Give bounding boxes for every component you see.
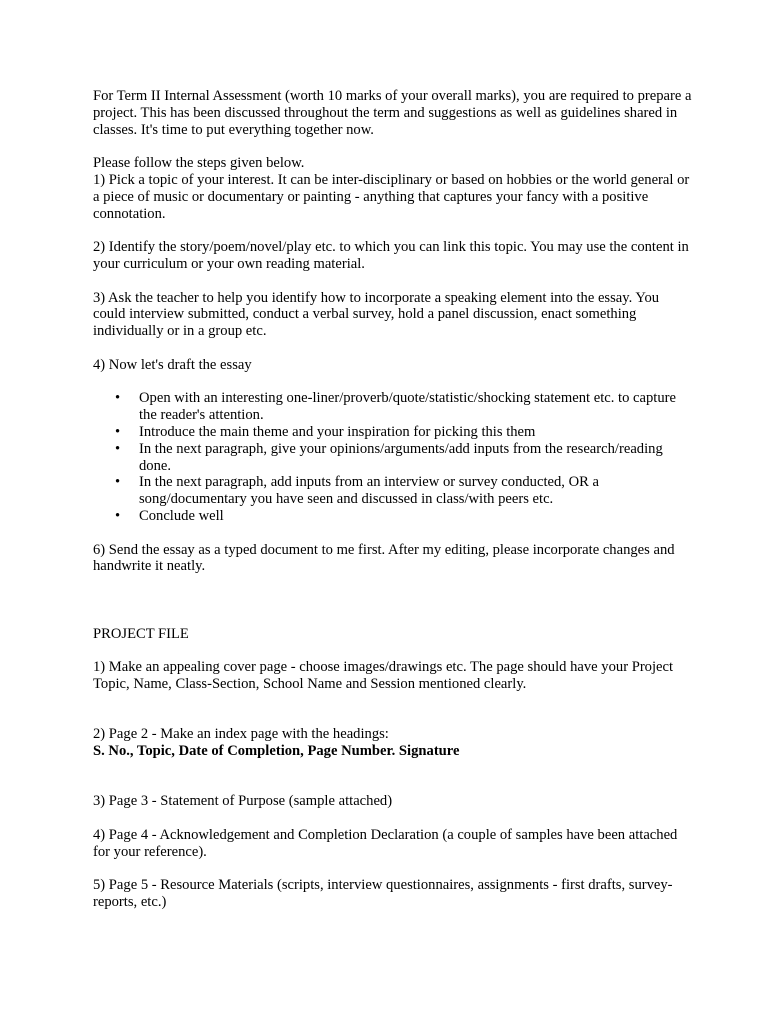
step-4: 4) Now let's draft the essay (93, 356, 252, 373)
project-file-item-4: 4) Page 4 - Acknowledgement and Completion Declaration (a couple of samples have been attached for your reference). (93, 827, 678, 860)
list-item (115, 507, 693, 525)
project-file-heading: PROJECT FILE (93, 625, 189, 642)
step-6: 6) Send the essay as a typed document to me first. After my editing, please incorporate changes and handwrite it neatly. (93, 541, 675, 575)
list-item (115, 474, 693, 508)
step-1: 1) Pick a topic of your interest. It can be inter-disciplinary or based on hobbies or the world general or a piece of music or documentary or painting - anything that captures your fancy with a positive connotation. (93, 171, 690, 222)
list-item (115, 440, 693, 475)
steps-intro: Please follow the steps given below. (93, 155, 305, 172)
bullet-icon: • (115, 440, 121, 457)
list-item-text: Open with an interesting one-liner/proverb/quote/statistic/shocking statement etc. to capture the reader's attention. (139, 390, 676, 424)
step-3: 3) Ask the teacher to help you identify how to incorporate a speaking element into the essay. You could interview submitted, conduct a verbal survey, hold a panel discussion, enact something individually or in a group etc. (93, 289, 660, 340)
bullet-icon: • (115, 423, 121, 440)
list-item (115, 423, 693, 441)
essay-points-list (93, 390, 693, 524)
project-file-item-5: 5) Page 5 - Resource Materials (scripts, interview questionnaires, assignments - first drafts, survey-reports, etc.) (93, 877, 673, 911)
project-file-item-2: 2) Page 2 - Make an index page with the headings: (93, 726, 389, 743)
bullet-icon: • (115, 390, 121, 407)
intro-paragraph: For Term II Internal Assessment (worth 10 marks of your overall marks), you are required to prepare a project. This has been discussed throughout the term and suggestions as well as guidelines shared in classes. It's time to put everything together now. (93, 88, 692, 138)
list-item-text: In the next paragraph, add inputs from an interview or survey conducted, OR a song/documentary you have seen and discussed in class/with peers etc. (139, 474, 599, 508)
list-item-text: Introduce the main theme and your inspiration for picking this them (139, 423, 536, 440)
bullet-icon: • (115, 474, 121, 491)
index-headings: S. No., Topic, Date of Completion, Page Number. Signature (93, 743, 460, 760)
document-body (93, 88, 693, 911)
project-file-item-3: 3) Page 3 - Statement of Purpose (sample attached) (93, 793, 393, 810)
bullet-icon: • (115, 507, 121, 524)
list-item-text: In the next paragraph, give your opinions/arguments/add inputs from the research/reading done. (139, 440, 663, 474)
step-2: 2) Identify the story/poem/novel/play etc. to which you can link this topic. You may use the content in your curriculum or your own reading material. (93, 239, 689, 272)
project-file-item-1: 1) Make an appealing cover page - choose images/drawings etc. The page should have your Project Topic, Name, Class-Section, School Name and Session mentioned clearly. (93, 659, 674, 692)
list-item (115, 390, 693, 424)
list-item-text: Conclude well (139, 507, 224, 524)
